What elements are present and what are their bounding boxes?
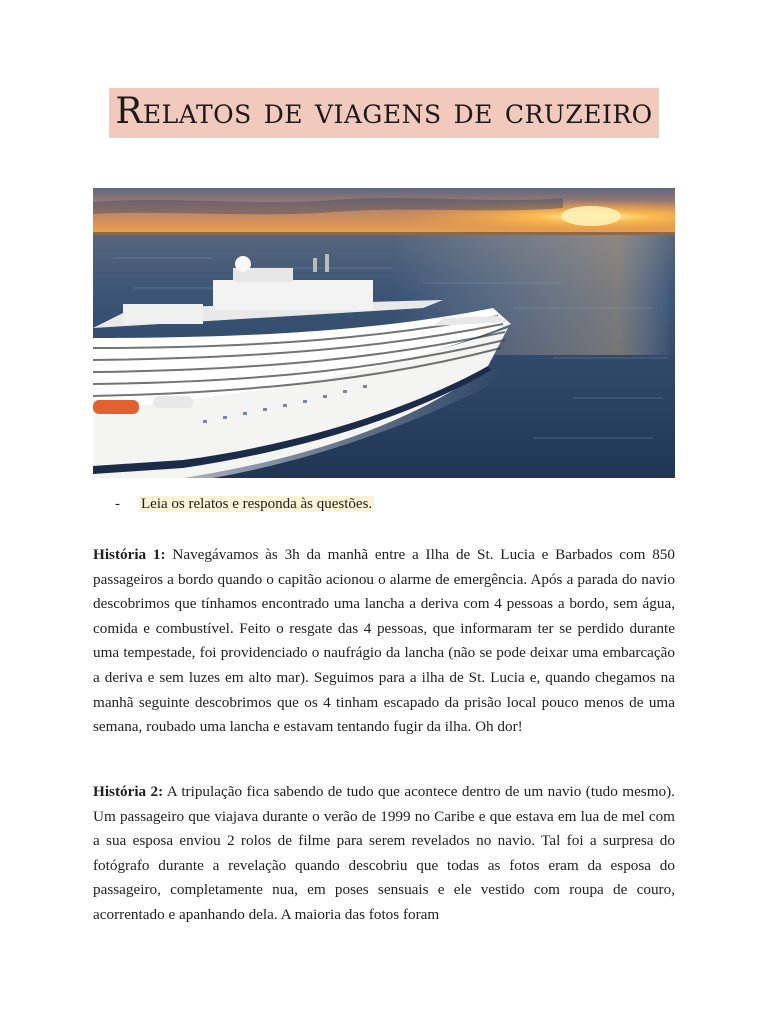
story-2 — [93, 780, 675, 928]
story-1 — [93, 543, 675, 740]
story-1-text: Navegávamos às 3h da manhã entre a Ilha de St. Lucia e Barbados com 850 passageiros a bordo quando o capitão acionou o alarme de emergência. Após a parada do navio descobrimos que tínhamos encontrado uma lancha a deriva com 4 pessoas a bordo, sem água, comida e combustível. Feito o resgate das 4 pessoas, que informaram ter se perdido durante uma tempestade, foi providenciado o naufrágio da lancha (não se pode deixar uma embarcação a deriva e sem luzes em alto mar). Seguimos para a ilha de St. Lucia e, quando chegamos na manhã seguinte descobrimos que os 4 tinham escapado da prisão local pouco menos de uma semana, roubado uma lancha e estavam tentando fugir da ilha. Oh dor! — [93, 546, 675, 736]
instruction-line — [115, 494, 374, 514]
bullet-dash: - — [115, 496, 120, 512]
story-2-label: História 2: — [93, 783, 164, 800]
cruise-ship-image — [93, 188, 675, 478]
story-2-text: A tripulação fica sabendo de tudo que acontece dentro de um navio (tudo mesmo). Um passageiro que viajava durante o verão de 1999 no Caribe e que estava em lua de mel com a sua esposa enviou 2 rolos de filme para serem revelados no navio. Tal foi a surpresa do fotógrafo durante a revelação quando descobriu que todas as fotos eram da esposa do passageiro, completamente nua, em poses sensuais e ele vestido com roupa de couro, acorrentado e apanhando dela. A maioria das fotos foram — [93, 783, 675, 923]
title-container — [0, 88, 768, 138]
story-1-label: História 1: — [93, 546, 166, 563]
page-title: Relatos de viagens de cruzeiro — [109, 88, 658, 138]
instruction-text: Leia os relatos e responda às questões. — [141, 496, 373, 512]
